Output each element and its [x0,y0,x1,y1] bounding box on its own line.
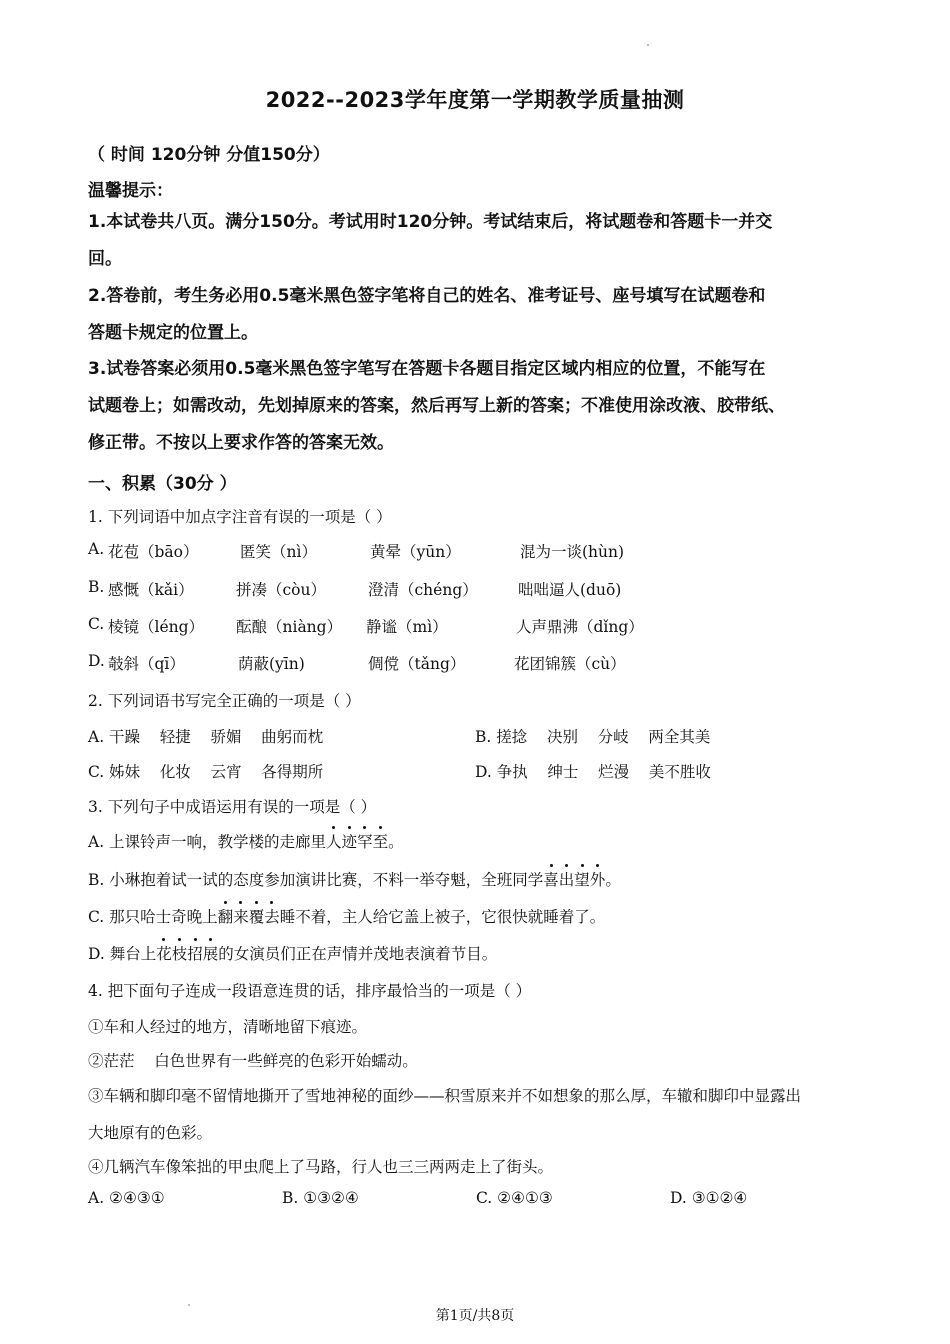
q1-a-item-4: 混为一谈(hùn) [520,543,625,561]
q1-d-item-1: 攲斜（qī） [108,655,185,673]
tip-1-line-1: 1.本试卷共八页。满分150分。考试用时120分钟。考试结束后，将试题卷和答题卡一并交 [88,212,773,232]
emphasis-char: 覆 [249,905,265,927]
q3-c-idiom [218,908,280,926]
q3-d-pre: D. 舞台上 [88,945,157,963]
tip-1-line-2: 回。 [88,249,122,269]
q4-option-b: B. ①③②④ [282,1189,359,1207]
emphasis-char: 外 [590,868,606,890]
q3-option-d [88,942,497,964]
q1-d-item-4: 花团锦簇（cù） [514,655,626,673]
emphasis-char: 人 [326,830,342,852]
q4-option-d: D. ③①②④ [670,1189,748,1207]
q3-c-post: 睡不着，主人给它盖上被子，它很快就睡着了。 [279,908,606,926]
q3-option-a [88,830,404,852]
q3-b-idiom [543,871,605,889]
q4-option-c: C. ②④①③ [476,1189,553,1207]
q3-a-pre: A. 上课铃声一响，教学楼的走廊里 [88,833,327,851]
q1-c-item-2: 酝酿（niàng） [236,618,343,636]
q3-option-c [88,905,605,927]
q3-d-idiom [156,945,218,963]
emphasis-char: 来 [233,905,249,927]
q4-sentence-4: ④几辆汽车像笨拙的甲虫爬上了马路，行人也三三两两走上了街头。 [88,1158,554,1176]
q1-a-label: A. [88,540,105,558]
q3-b-pre: B. 小琳抱着试一试的态度参加演讲比赛，不料一举夺魁，全班同学 [88,871,544,889]
emphasis-char: 展 [203,942,219,964]
tip-3 [88,351,888,462]
q4-option-a: A. ②④③① [88,1189,165,1207]
emphasis-char: 招 [187,942,203,964]
q4-sentence-1: ①车和人经过的地方，清晰地留下痕迹。 [88,1018,368,1036]
q2-option-d: D. 争执 绅士 烂漫 美不胜收 [475,763,711,781]
tip-1 [88,204,868,278]
q1-b-label: B. [88,578,105,596]
emphasis-char: 去 [264,905,280,927]
q1-stem: 1. 下列词语中加点字注音有误的一项是（ ） [88,508,392,526]
emphasis-char: 望 [574,868,590,890]
section-1-heading: 一、积累（30分 ） [88,474,237,494]
q4-sentence-3-line-1: ③车辆和脚印毫不留情地撕开了雪地神秘的面纱——积雪原来并不如想象的那么厚，车辙和脚印中显露出 [88,1087,802,1105]
q1-b-item-1: 感慨（kǎi） [108,581,194,599]
q3-a-post: 。 [388,833,404,851]
tip-2-line-2: 答题卡规定的位置上。 [88,323,258,343]
page-number: 第1页/共8页 [435,1308,515,1324]
emphasis-char: 至 [373,830,389,852]
q1-b-item-2: 拼凑（còu） [236,581,326,599]
scan-speck [647,44,649,46]
q1-a-item-1: 花苞（bāo） [108,543,199,561]
q4-sentence-2: ②茫茫 白色世界有一些鲜亮的色彩开始蠕动。 [88,1052,418,1070]
q3-a-idiom [326,833,388,851]
emphasis-char: 出 [559,868,575,890]
q1-b-item-3: 澄清（chéng） [368,581,478,599]
q1-a-item-2: 匿笑（nì） [240,543,317,561]
tips-heading: 温馨提示： [88,181,173,201]
q1-b-item-4: 咄咄逼人(duō) [518,581,622,599]
q2-option-a: A. 干躁 轻捷 骄媚 曲躬而枕 [88,728,324,746]
tip-2-line-1: 2.答卷前，考生务必用0.5毫米黑色签字笔将自己的姓名、准考证号、座号填写在试题卷和 [88,286,766,306]
emphasis-char: 迹 [342,830,358,852]
q2-stem: 2. 下列词语书写完全正确的一项是（ ） [88,692,361,710]
tip-2 [88,278,868,352]
q3-stem: 3. 下列句子中成语运用有误的一项是（ ） [88,798,377,816]
q1-c-item-1: 棱镜（léng） [108,618,205,636]
q1-c-item-3: 静谧（mì） [366,618,448,636]
q1-d-item-3: 倜傥（tǎng） [368,655,466,673]
q3-b-post: 。 [605,871,621,889]
q3-d-post: 的女演员们正在声情并茂地表演着节目。 [218,945,498,963]
q4-sentence-3-line-2: 大地原有的色彩。 [88,1124,213,1142]
q1-d-label: D. [88,652,105,670]
q2-option-b: B. 搓捻 决别 分岐 两全其美 [475,728,711,746]
emphasis-char: 花 [156,942,172,964]
q1-d-item-2: 荫蔽(yīn) [238,655,305,673]
q1-c-label: C. [88,615,105,633]
q3-option-b [88,868,621,890]
page-title: 2022--2023学年度第一学期教学质量抽测 [265,88,685,112]
emphasis-char: 枝 [172,942,188,964]
q1-c-item-4: 人声鼎沸（dǐng） [516,618,644,636]
emphasis-char: 翻 [218,905,234,927]
q3-c-pre: C. 那只哈士奇晚上 [88,908,218,926]
emphasis-char: 罕 [357,830,373,852]
exam-info: （ 时间 120分钟 分值150分） [88,145,330,165]
tip-3-line-1: 3.试卷答案必须用0.5毫米黑色签字笔写在答题卡各题目指定区域内相应的位置，不能写在 [88,359,766,379]
q1-a-item-3: 黄晕（yūn） [370,543,461,561]
tip-3-line-3: 修正带。不按以上要求作答的答案无效。 [88,433,394,453]
emphasis-char: 喜 [543,868,559,890]
tip-3-line-2: 试题卷上；如需改动，先划掉原来的答案，然后再写上新的答案；不准使用涂改液、胶带纸、 [88,396,785,416]
q4-stem: 4. 把下面句子连成一段语意连贯的话，排序最恰当的一项是（ ） [88,982,532,1000]
q2-option-c: C. 姊妹 化妆 云宵 各得期所 [88,763,324,781]
